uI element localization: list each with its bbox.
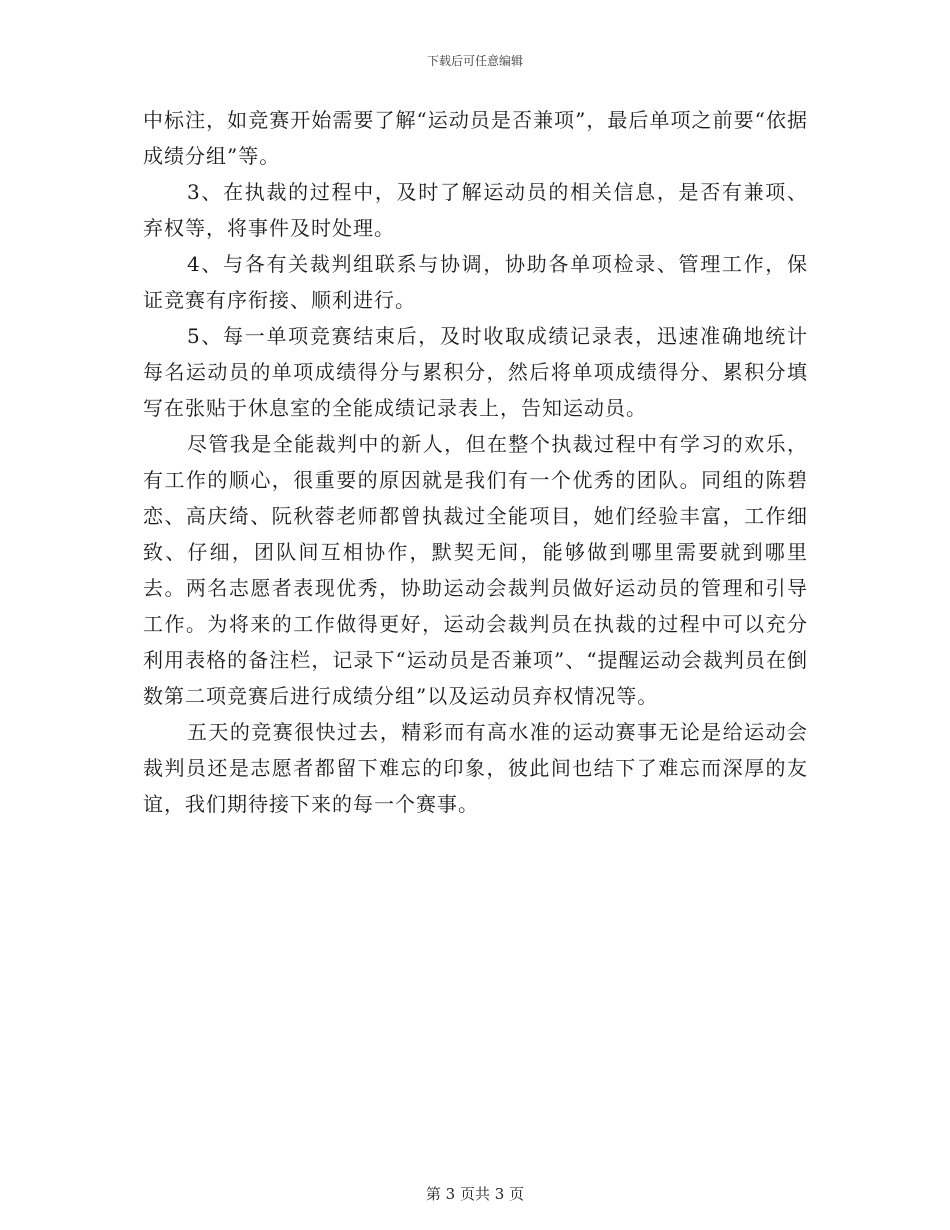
paragraph-item-5: 5、每一单项竞赛结束后，及时收取成绩记录表，迅速准确地统计每名运动员的单项成绩得分与累积分，然后将单项成绩得分、累积分填写在张贴于休息室的全能成绩记录表上，告知运动员。 [143,324,808,420]
paragraph-conclusion: 五天的竞赛很快过去，精彩而有高水准的运动赛事无论是给运动会裁判员还是志愿者都留下难忘的印象，彼此间也结下了难忘而深厚的友谊，我们期待接下来的每一个赛事。 [143,720,808,816]
paragraph-team-reflection: 尽管我是全能裁判中的新人，但在整个执裁过程中有学习的欢乐，有工作的顺心，很重要的原因就是我们有一个优秀的团队。同组的陈碧恋、高庆绮、阮秋蓉老师都曾执裁过全能项目，她们经验丰富，工作细致、仔细，团队间互相协作，默契无间，能够做到哪里需要就到哪里去。两名志愿者表现优秀，协助运动会裁判员做好运动员的管理和引导工作。为将来的工作做得更好，运动会裁判员在执裁的过程中可以充分利用表格的备注栏，记录下“运动员是否兼项”、“提醒运动会裁判员在倒数第二项竞赛后进行成绩分组”以及运动员弃权情况等。 [143,432,808,708]
page-header: 下载后可任意编辑 [426,54,523,68]
paragraph-item-4: 4、与各有关裁判组联系与协调，协助各单项检录、管理工作，保证竞赛有序衔接、顺利进行。 [143,252,808,312]
paragraph-continuation: 中标注，如竞赛开始需要了解“运动员是否兼项”，最后单项之前要“依据成绩分组”等。 [143,108,808,168]
page-number-footer: 第 3 页共 3 页 [425,1185,525,1203]
document-body [143,102,808,822]
paragraph-item-3: 3、在执裁的过程中，及时了解运动员的相关信息，是否有兼项、弃权等，将事件及时处理。 [143,180,808,240]
